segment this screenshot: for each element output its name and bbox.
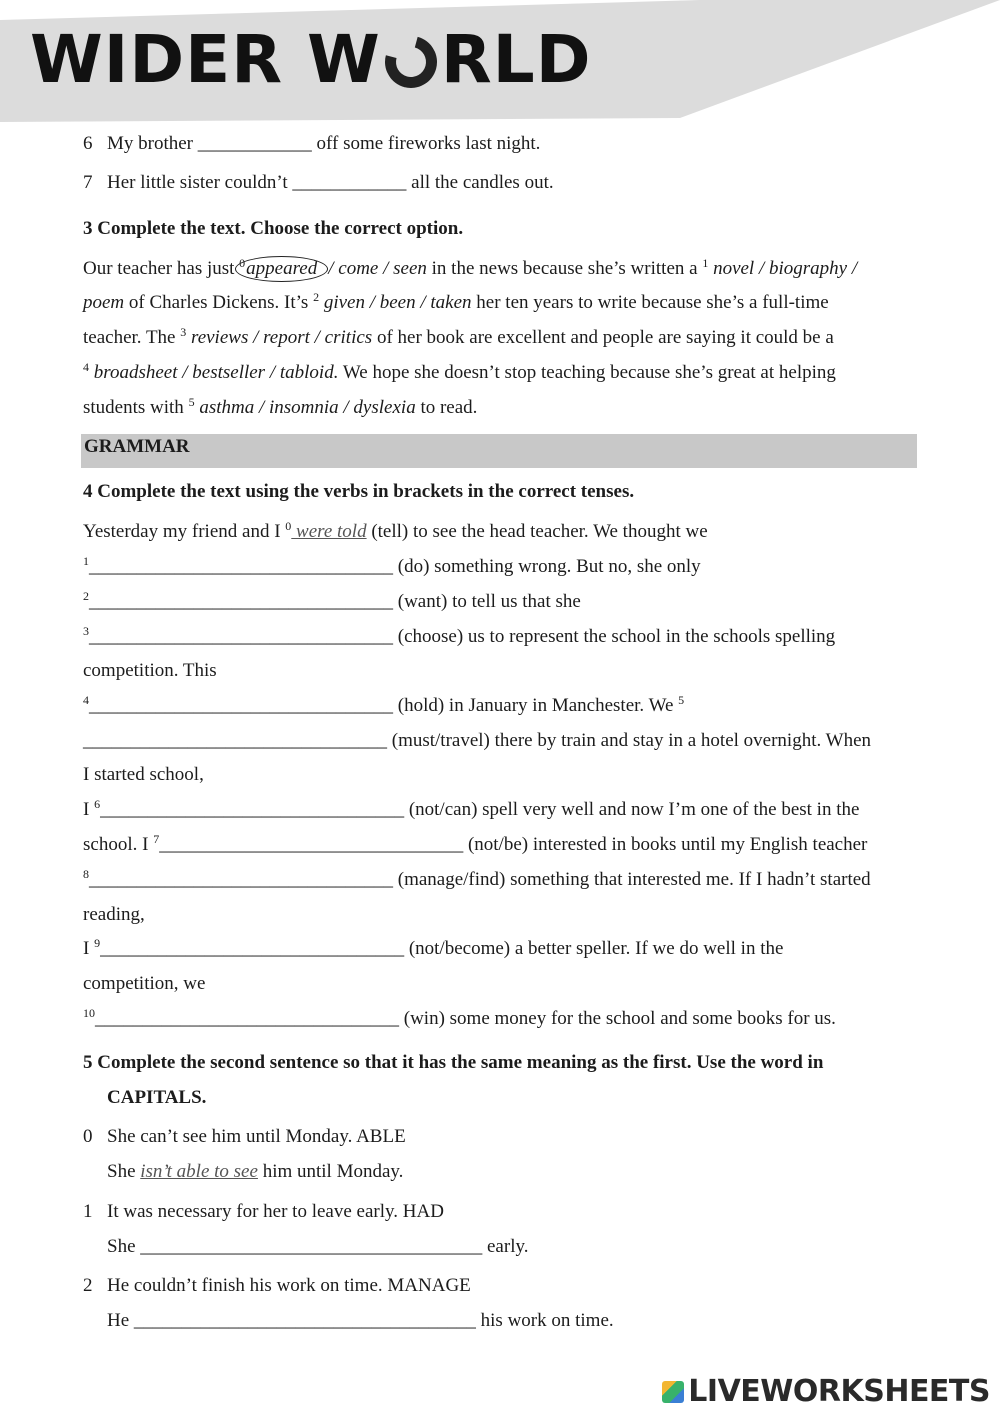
ex4-example-answer: were told bbox=[291, 521, 367, 542]
ex4-line-3-cont: competition. This bbox=[83, 660, 217, 681]
ex5-example-answer: isn’t able to see bbox=[140, 1161, 258, 1182]
liveworksheets-mark-icon bbox=[662, 1381, 684, 1403]
ex3-option-3[interactable]: reviews / report / critics bbox=[186, 327, 373, 348]
ex4-line-5-cont: I started school, bbox=[83, 764, 204, 785]
ex4-line-5: ________________________________ (must/travel) there by train and stay in a hotel overnight. When bbox=[83, 730, 872, 751]
logo-text-right: RLD bbox=[440, 21, 592, 98]
ex2-blank-7[interactable]: ____________ bbox=[292, 172, 407, 193]
ex4-blank-9[interactable]: ________________________________ bbox=[100, 938, 405, 959]
ex4-blank-4[interactable]: ________________________________ bbox=[89, 695, 393, 716]
ex5-item-1-answer: She ____________________________________ early. bbox=[107, 1236, 529, 1257]
ex4-blank-8[interactable]: ________________________________ bbox=[89, 869, 393, 890]
ex3-heading: 3 Complete the text. Choose the correct option. bbox=[83, 218, 464, 239]
logo-text-left: WIDER W bbox=[30, 21, 381, 98]
ex4-blank-6[interactable]: ________________________________ bbox=[100, 799, 405, 820]
ex5-item-0-answer: She isn’t able to see him until Monday. bbox=[107, 1161, 404, 1182]
ex3-option-1b[interactable]: poem bbox=[83, 292, 125, 313]
ex4-line-4: $^4$________________________________ (hold) in January in Manchester. We $^5$ bbox=[83, 693, 685, 716]
ex3-option-5[interactable]: asthma / insomnia / dyslexia bbox=[194, 397, 416, 418]
ex5-heading: 5 Complete the second sentence so that it has the same meaning as the first. Use the word in bbox=[83, 1052, 824, 1073]
ex5-heading-cont: CAPITALS. bbox=[107, 1087, 207, 1108]
ex4-blank-7[interactable]: ________________________________ bbox=[159, 834, 464, 855]
ex5-blank-2[interactable]: ____________________________________ bbox=[133, 1310, 476, 1331]
ex4-line-6: I $^6$________________________________ (not/can) spell very well and now I’m one of the best in the bbox=[83, 797, 860, 820]
ex3-line-1: Our teacher has just $^0$appeared / come / seen in the news because she’s written a $^1$ novel / biography / bbox=[83, 256, 857, 282]
ex5-item-2: 2 He couldn’t finish his work on time. MANAGE bbox=[83, 1275, 471, 1296]
ex3-option-2[interactable]: given / been / taken bbox=[319, 292, 472, 313]
ex4-heading: 4 Complete the text using the verbs in brackets in the correct tenses. bbox=[83, 481, 635, 502]
ex4-blank-10[interactable]: ________________________________ bbox=[95, 1008, 399, 1029]
ex4-blank-3[interactable]: ________________________________ bbox=[89, 626, 393, 647]
ex4-line-8: $^8$________________________________ (manage/find) something that interested me. If I hadn’t started bbox=[83, 867, 871, 890]
ex4-line-10: $^{10}$________________________________ (win) some money for the school and some books for us. bbox=[83, 1006, 836, 1029]
ex3-option-4[interactable]: broadsheet / bestseller / tabloid. bbox=[89, 362, 339, 383]
ex3-option-1[interactable]: novel / biography / bbox=[708, 258, 858, 279]
ex4-line-3: $^3$________________________________ (choose) us to represent the school in the schools spelling bbox=[83, 624, 836, 647]
ex3-line-5: students with $^5$ asthma / insomnia / dyslexia to read. bbox=[83, 395, 478, 418]
ex3-line-4: $^4$ broadsheet / bestseller / tabloid. We hope she doesn’t stop teaching because she’s great at helping bbox=[83, 360, 836, 383]
ex4-line-2: $^2$________________________________ (want) to tell us that she bbox=[83, 589, 581, 612]
ex4-blank-2[interactable]: ________________________________ bbox=[89, 591, 393, 612]
ex4-blank-5[interactable]: ________________________________ bbox=[83, 730, 387, 751]
ex5-item-2-answer: He ____________________________________ his work on time. bbox=[107, 1310, 614, 1331]
ex3-line-3: teacher. The $^3$ reviews / report / critics of her book are excellent and people are saying it could be a bbox=[83, 325, 834, 348]
ex4-line-9: I $^9$________________________________ (not/become) a better speller. If we do well in the bbox=[83, 936, 784, 959]
ex3-line-2: poem of Charles Dickens. It’s $^2$ given / been / taken her ten years to write because she’s a full-time bbox=[83, 290, 829, 313]
logo-o-ring-icon bbox=[375, 26, 446, 97]
liveworksheets-logo: LIVEWORKSHEETS bbox=[662, 1374, 990, 1409]
grammar-section-bar bbox=[81, 434, 917, 468]
ex3-circled-answer: appeared bbox=[235, 256, 328, 282]
ex5-item-0: 0 She can’t see him until Monday. ABLE bbox=[83, 1126, 406, 1147]
ex2-item-6: 6 My brother ____________ off some fireworks last night. bbox=[83, 133, 541, 154]
ex5-blank-1[interactable]: ____________________________________ bbox=[140, 1236, 483, 1257]
ex4-line-7: school. I $^7$________________________________ (not/be) interested in books until my English teacher bbox=[83, 832, 868, 855]
ex4-line-9-cont: competition, we bbox=[83, 973, 206, 994]
ex4-line-0: Yesterday my friend and I $^0$ were told (tell) to see the head teacher. We thought we bbox=[83, 519, 708, 542]
ex2-blank-6[interactable]: ____________ bbox=[197, 133, 312, 154]
ex5-item-1: 1 It was necessary for her to leave early. HAD bbox=[83, 1201, 444, 1222]
ex4-line-1: $^1$________________________________ (do) something wrong. But no, she only bbox=[83, 554, 701, 577]
ex4-line-8-cont: reading, bbox=[83, 904, 145, 925]
ex4-blank-1[interactable]: ________________________________ bbox=[89, 556, 393, 577]
wider-world-logo bbox=[30, 18, 592, 102]
ex2-item-7: 7 Her little sister couldn’t ____________ all the candles out. bbox=[83, 172, 554, 193]
grammar-label: GRAMMAR bbox=[84, 436, 190, 457]
